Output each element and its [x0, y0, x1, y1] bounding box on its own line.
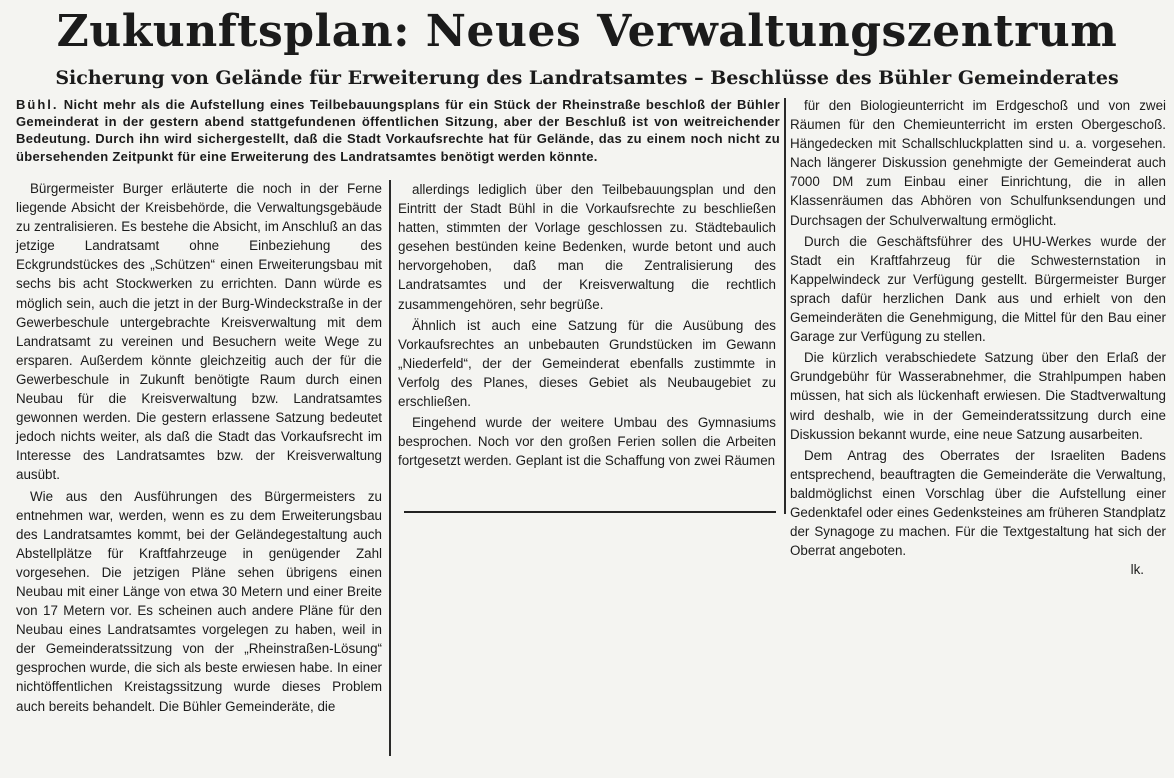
article-subheadline: Sicherung von Gelände für Erweiterung des Landratsamtes – Beschlüsse des Bühler Gemeinderates	[55, 67, 1119, 89]
column-rule	[784, 98, 786, 514]
section-end-rule	[404, 511, 776, 513]
paragraph: Eingehend wurde der weitere Umbau des Gymnasiums besprochen. Noch vor den großen Ferien sollen die Arbeiten fortgesetzt werden. Geplant ist die Schaffung von zwei Räumen	[398, 415, 776, 469]
article-column-2	[398, 180, 776, 470]
paragraph: für den Biologieunterricht im Erdgeschoß und von zwei Räumen für den Chemieunterricht im ersten Obergeschoß. Hängedecken mit Schallschluckplatten sind u. a. vorgesehen. Nach längerer Diskussion genehmigte der Gemeinderat auch 7000 DM zum Einbau einer Einrichtung, die in allen Klassenräumen das Abhören von Schulfunksendungen und Durchsagen der Schulverwaltung ermöglicht.	[790, 98, 1166, 228]
paragraph: Durch die Geschäftsführer des UHU-Werkes wurde der Stadt ein Kraftfahrzeug für die Schwesternstation in Kappelwindeck zur Verfügung gestellt. Bürgermeister Burger sprach dafür herzlichen Dank aus und erhielt von den Gemeinderäten die Genehmigung, die Mittel für den Bau einer Garage zur Verfügung zu stellen.	[790, 233, 1166, 345]
lead-text: Nicht mehr als die Aufstellung eines Teilbebauungsplans für ein Stück der Rheinstraße beschloß der Bühler Gemeinderat in der gestern abend stattgefundenen öffentlichen Sitzung, aber der Beschluß ist von weitreichender Bedeutung. Durch ihn wird sichergestellt, daß die Stadt Vorkaufsrechte hat für Gelände, das zu einem noch nicht zu übersehenden Zeitpunkt für eine Erweiterung des Landratsamtes benötigt werden könnte.	[16, 97, 780, 164]
paragraph: Dem Antrag des Oberrates der Israeliten Badens entsprechend, beauftragten die Gemeinderäte die Verwaltung, baldmöglichst einen Vorschlag über die Aufstellung einer Gedenktafel oder eines Gedenksteines am früheren Standplatz der Synagoge zu machen. Für die Textgestaltung hat sich der Oberrat angeboten.	[790, 447, 1166, 559]
column-rule	[389, 180, 391, 756]
paragraph: Wie aus den Ausführungen des Bürgermeisters zu entnehmen war, werden, wenn es zu dem Erweiterungsbau des Landratsamtes kommt, bei der Geländegestaltung auch Abstellplätze für Kraftfahrzeuge in genügender Zahl vorgesehen. Die jetzigen Pläne sehen übrigens einen Neubau mit einer Länge von etwa 30 Metern und einer Breite von 17 Metern vor. Es scheinen auch andere Pläne für den Neubau eines Landratsamtes vorgelegen zu haben, weil in der Gemeinderatssitzung von der „Rheinstraßen-Lösung“ gesprochen wurde, die sich als beste erwiesen habe. In einer nichtöffentlichen Kreistagssitzung wurde dieses Problem auch bereits behandelt. Die Bühler Gemeinderäte, die	[16, 488, 382, 714]
article-lead	[16, 96, 780, 165]
author-signature: lk.	[1130, 562, 1144, 578]
article-column-3	[790, 96, 1166, 579]
paragraph: Die kürzlich verabschiedete Satzung über den Erlaß der Grundgebühr für Wasserabnehmer, die Strahlpumpen haben müssen, hat sich als lückenhaft erwiesen. Die Stadtverwaltung wird deshalb, wie in der Gemeinderatssitzung durch eine Diskussion bekannt wurde, eine neue Satzung ausarbeiten.	[790, 350, 1166, 442]
article-column-1	[16, 179, 382, 716]
paragraph: Bürgermeister Burger erläuterte die noch in der Ferne liegende Absicht der Kreisbehörde, die Verwaltungsgebäude zu zentralisieren. Es bestehe die Absicht, im Anschluß an das jetzige Landratsamt ohne Einbeziehung des Eckgrundstückes des „Schützen“ einen Erweiterungsbau mit sechs bis acht Stockwerken zu errichten. Dann würde es möglich sein, auch die jetzt in der Burg-Windeckstraße in der Gewerbeschule untergebrachte Kreisverwaltung mit dem Landratsamt zu vereinen und Besuchern weite Wege zu ersparen. Außerdem könnte gleichzeitig auch der für die Gewerbeschule in Zukunft benötigte Raum durch einen Neubau für die Kreisverwaltung bzw. Landratsamtes gewonnen werden. Die gestern erlassene Satzung bedeutet jedoch nichts weiter, als daß die Stadt das Vorkaufsrecht im Interesse des Landratsamtes bzw. der Kreisverwaltung ausübt.	[16, 181, 382, 483]
paragraph: Ähnlich ist auch eine Satzung für die Ausübung des Vorkaufsrechtes an unbebauten Grundstücken im Gewann „Niederfeld“, der der Gemeinderat ebenfalls zustimmte in Verfolg des Planes, dieses Gebiet als Neubaugebiet zu erschließen.	[398, 317, 776, 410]
article-headline: Zukunftsplan: Neues Verwaltungszentrum	[56, 6, 1118, 57]
paragraph: allerdings lediglich über den Teilbebauungsplan und den Eintritt der Stadt Bühl in die Vorkaufsrechte zu beschließen hatten, stimmten der Vorlage geschlossen zu. Städtebaulich gesehen bestünden keine Bedenken, wurde betont und auch hervorgehoben, daß man die Zentralisierung des Landratsamtes und der Kreisverwaltung die rechtlich zusammengehören, sehr begrüße.	[398, 182, 776, 312]
dateline-place: Bühl.	[16, 97, 59, 112]
